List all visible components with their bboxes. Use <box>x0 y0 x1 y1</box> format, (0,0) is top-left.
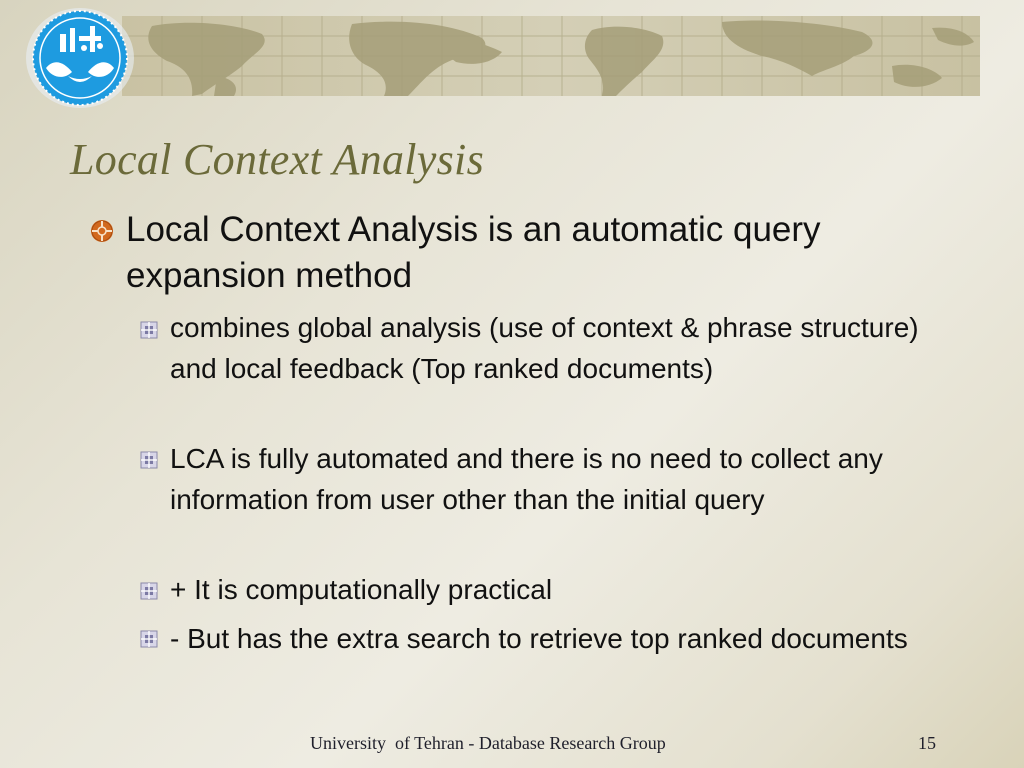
sub-bullet-4-text: - But has the extra search to retrieve top ranked documents <box>170 623 908 654</box>
crosshair-bullet-icon <box>90 219 114 243</box>
page-number: 15 <box>918 733 936 753</box>
square-bullet-icon <box>140 451 158 469</box>
slide-title: Local Context Analysis <box>70 135 484 184</box>
sub-bullet-2-text: LCA is fully automated and there is no need to collect any information from user other than the initial query <box>170 443 883 515</box>
world-map-icon <box>122 16 980 96</box>
square-bullet-icon <box>140 630 158 648</box>
world-map-banner <box>122 16 980 96</box>
sub-bullet-3-text: + It is computationally practical <box>170 574 553 605</box>
main-bullet-text: Local Context Analysis is an automatic query expansion method <box>126 210 821 295</box>
university-logo-icon <box>24 6 136 110</box>
square-bullet-icon <box>140 582 158 600</box>
footer-text: University of Tehran - Database Research Group <box>310 733 666 753</box>
sub-bullet-1-text: combines global analysis (use of context & phrase structure) and local feedback (Top ranked documents) <box>170 312 919 384</box>
square-bullet-icon <box>140 321 158 339</box>
